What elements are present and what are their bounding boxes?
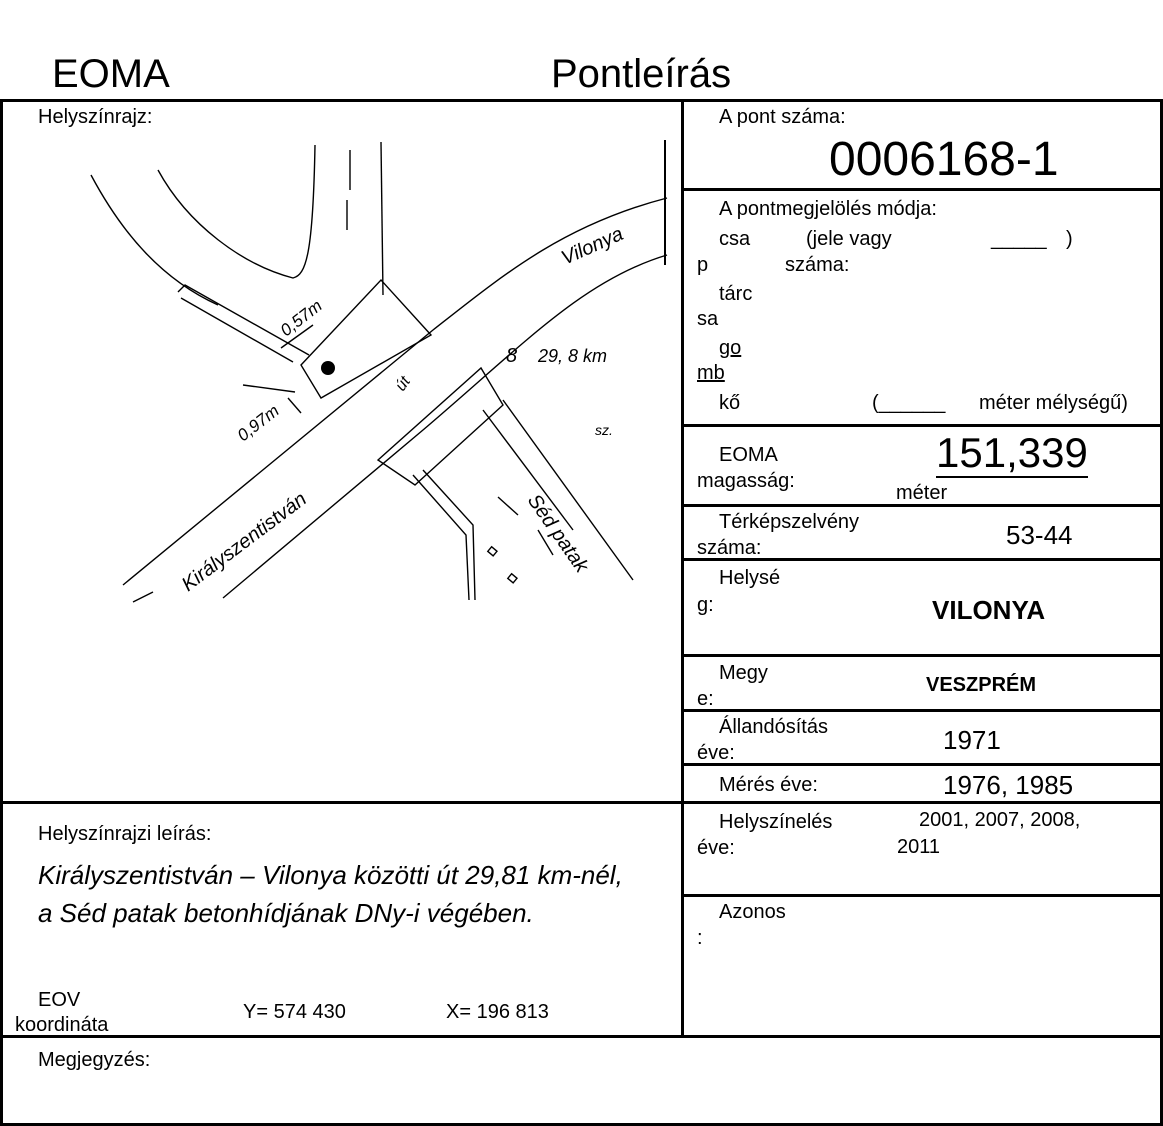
measured-label: Mérés éve: [719,774,818,796]
sep-9 [684,894,1163,897]
height-value: 151,339 [936,429,1088,476]
notes-top-line [0,1035,1163,1038]
jele-vagy: (jele vagy [806,228,892,250]
tarcsa-2: sa [697,308,719,330]
map-sheet-label-2: száma: [697,537,762,559]
locality-value: VILONYA [932,595,1046,625]
label-kiralyszentistvan: Királyszentistván [177,488,311,596]
tarcsa-1: tárc [719,283,753,305]
measured-value: 1976, 1985 [943,770,1074,800]
point-number-value: 0006168-1 [829,133,1059,186]
sep-2 [684,424,1163,427]
sep-1 [684,188,1163,191]
header-eoma: EOMA [52,52,170,96]
field-check-label-1: Helyszínelés [719,811,833,833]
sketch-bottom-line [0,801,684,804]
label-km: 29, 8 km [538,346,608,366]
szama: száma: [785,254,850,276]
stream-edge [483,410,573,530]
gomb-2: mb [697,362,725,384]
ditch-left-2 [181,298,293,362]
description-line-1: Királyszentistván – Vilonya közötti út 29,81 km-nél, [38,860,623,890]
label-sz: sz. [595,422,613,438]
locality-label-1: Helysé [719,567,781,589]
eov-x: X= 196 813 [446,1001,549,1023]
height-label-2: magasság: [697,470,795,492]
point-marker [321,361,335,375]
map-sheet-label-1: Térképszelvény [719,511,860,533]
curved-road-outer [91,175,218,305]
height-label-1: EOMA [719,444,778,466]
ko: kő [719,392,741,414]
gomb-1: go [719,337,742,359]
field-check-value-1: 2001, 2007, 2008, [919,809,1081,831]
label-dist1: 0,57m [276,296,326,341]
description-line-2: a Séd patak betonhídjának DNy-i végében. [38,898,534,928]
notes-label: Megjegyzés: [38,1049,151,1071]
sketch-label: Helyszínrajz: [38,106,153,128]
ditch-right-1 [413,475,469,600]
sep-5 [684,654,1163,657]
meter-melysegu: méter mélységű) [979,392,1128,414]
csap-1: csa [719,228,751,250]
established-label-2: éve: [697,742,735,764]
csap-2: p [697,254,709,276]
curved-road-inner [158,145,315,278]
eov-y: Y= 574 430 [243,1001,346,1023]
county-value: VESZPRÉM [926,674,1037,696]
eov-label-2: koordináta [15,1014,109,1036]
established-value: 1971 [943,725,1001,755]
description-label: Helyszínrajzi leírás: [38,823,212,845]
label-km-mark: 8 [506,345,518,367]
identifier-label-1: Azonos [719,901,786,923]
sep-7 [684,763,1163,766]
sep-8 [684,801,1163,804]
point-number-label: A pont száma: [719,106,846,128]
location-sketch [3,130,678,800]
marking-label: A pontmegjelölés módja: [719,198,937,220]
paren-close: ) [1066,228,1073,250]
blank-2: (______ [872,392,946,414]
blank-1: _____ [991,228,1047,250]
county-label-2: e: [697,688,714,710]
bridge-upper [301,280,431,398]
label-dist2: 0,97m [233,401,283,446]
field-check-label-2: éve: [697,837,735,859]
height-unit: méter [896,482,948,504]
established-label-1: Állandósítás [719,716,828,738]
county-label-1: Megy [719,662,768,684]
label-sed: Séd patak [522,490,593,577]
header-title: Pontleírás [551,52,732,96]
eov-label-1: EOV [38,989,81,1011]
north-road-right [381,142,383,295]
label-ut: út [392,373,414,395]
locality-label-2: g: [697,594,714,616]
sep-6 [684,709,1163,712]
map-sheet-value: 53-44 [1006,520,1073,550]
label-vilonya: Vilonya [558,222,627,270]
field-check-value-2: 2011 [897,836,941,858]
identifier-label-2: : [697,927,703,949]
ditch-right-2 [423,470,475,600]
column-divider [681,99,684,1038]
